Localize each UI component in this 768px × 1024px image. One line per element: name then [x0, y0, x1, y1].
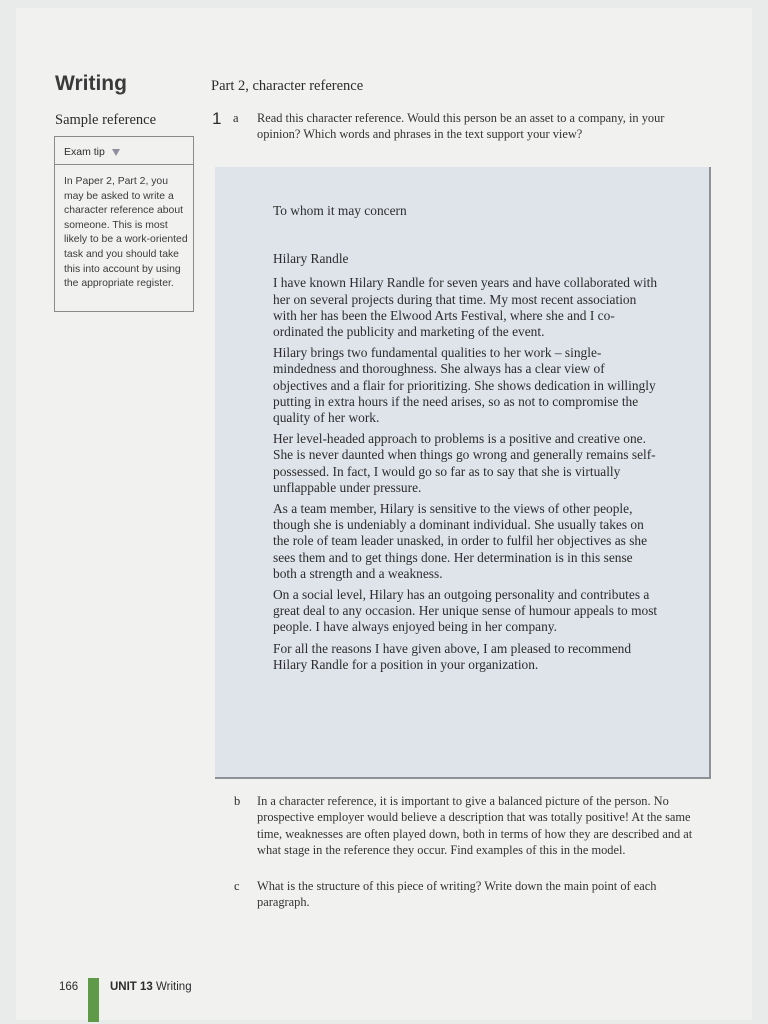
- exam-tip-header: [55, 137, 193, 165]
- unit-footer: [110, 981, 192, 993]
- page: [16, 8, 752, 1020]
- question-c-text: What is the structure of this piece of writing? Write down the main point of each paragraph.: [257, 879, 657, 910]
- question-c-letter: c: [234, 879, 240, 893]
- letter-salutation: To whom it may concern: [273, 203, 407, 218]
- letter-paragraph: As a team member, Hilary is sensitive to the views of other people, though she is undeniably a dominant individual. She usually takes on the role of team leader unasked, in order to fulfil her objectives as she sees them and to get things done. Her determination is in this sense both a strength and a weakness.: [273, 501, 648, 581]
- unit-number: UNIT 13: [110, 981, 153, 993]
- letter-paragraph: I have known Hilary Randle for seven years and have collaborated with her on several projects during that time. My most recent association with her has been the Elwood Arts Festival, where she and I co-ordinated the publicity and marketing of the event.: [273, 275, 658, 340]
- question-b-text: In a character reference, it is important to give a balanced picture of the person. No prospective employer would believe a description that was totally positive! At the same time, weaknesses are often played down, both in terms of how they are described and at what stage in the reference they occur. Find examples of this in the model.: [257, 794, 693, 857]
- letter-paragraph: Hilary brings two fundamental qualities to her work – single-mindedness and thoroughness. She always has a clear view of objectives and a flair for prioritizing. She shows dedication in willingly putting in extra hours if the need arises, so as not to compromise the quality of her work.: [273, 345, 656, 426]
- exam-tip-text: In Paper 2, Part 2, you may be asked to write a character reference about someone. This is most likely to be a work-oriented task and you should take this into account by using the appropriate register.: [64, 176, 188, 290]
- question-a-letter: a: [233, 111, 239, 125]
- triangle-down-icon: [112, 149, 120, 156]
- letter-subject-name: Hilary Randle: [273, 251, 349, 267]
- part-title: Part 2, character reference: [211, 78, 364, 94]
- unit-color-bar: [88, 978, 99, 1022]
- exam-tip-label: Exam tip: [64, 146, 105, 158]
- letter-paragraph: For all the reasons I have given above, I am pleased to recommend Hilary Randle for a position in your organization.: [273, 640, 632, 672]
- letter-paragraph: On a social level, Hilary has an outgoing personality and contributes a great deal to any occasion. Her unique sense of humour appeals to most people. I have always enjoyed being in her company.: [273, 587, 658, 635]
- section-title: Writing: [55, 72, 127, 95]
- letter-paragraph: Her level-headed approach to problems is a positive and creative one. She is never daunted when things go wrong and generally remains self-possessed. In fact, I would go so far as to say that she is virtually unflappable under pressure.: [273, 431, 656, 495]
- unit-title: Writing: [156, 981, 192, 993]
- sample-reference-label: Sample reference: [55, 112, 157, 128]
- page-number: 166: [59, 981, 79, 993]
- question-number: 1: [212, 109, 222, 128]
- letter-content: [273, 203, 658, 678]
- question-a-text: Read this character reference. Would this person be an asset to a company, in your opinion? Which words and phrases in the text support your view?: [257, 111, 665, 142]
- exam-tip-box: [54, 136, 194, 312]
- question-b-letter: b: [234, 794, 241, 808]
- reference-letter: [215, 167, 711, 779]
